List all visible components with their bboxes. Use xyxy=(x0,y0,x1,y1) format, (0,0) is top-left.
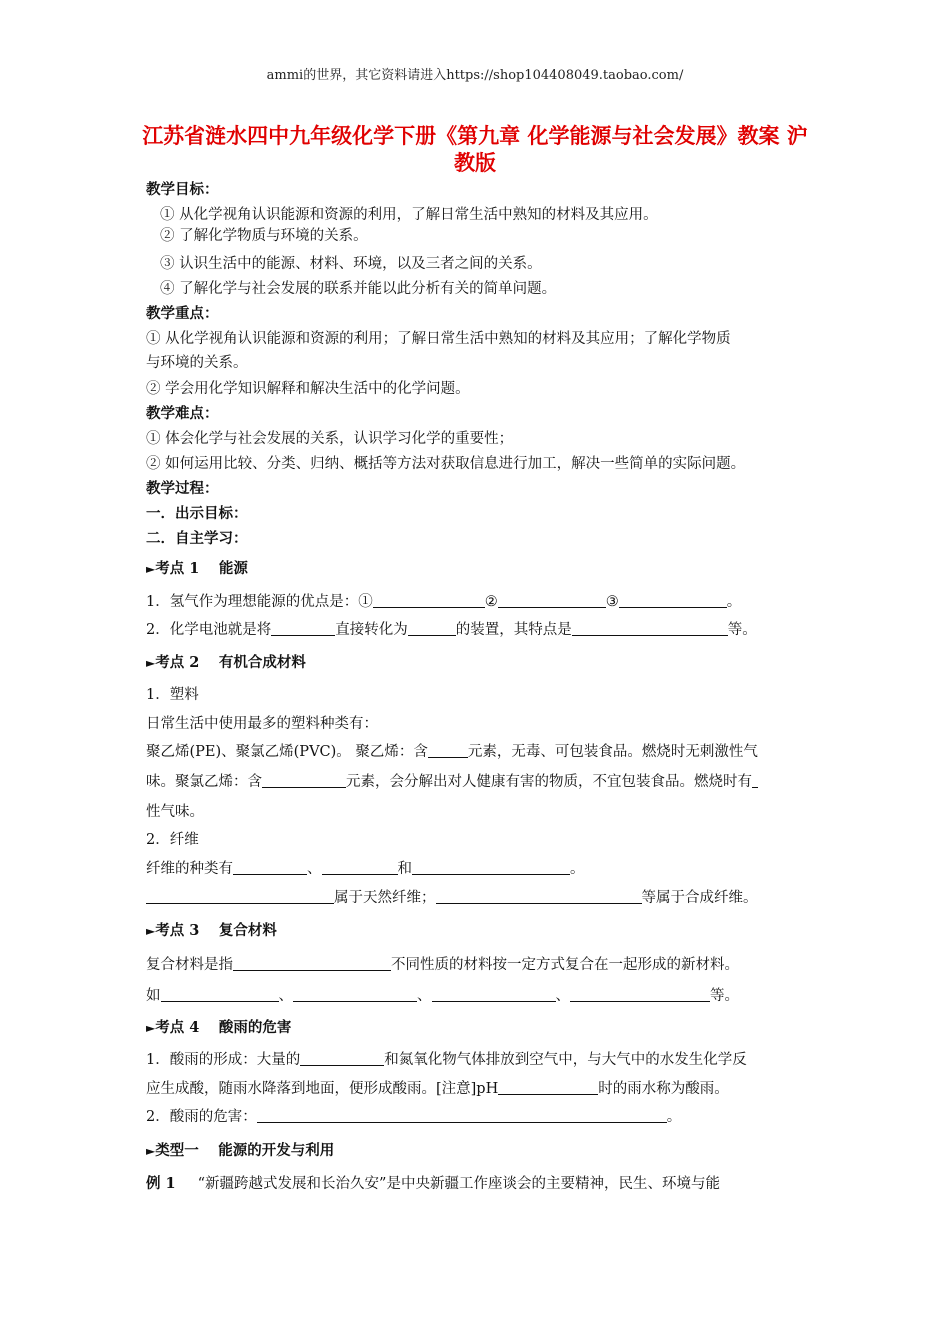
kaodian-3-heading: ►考点 3 复合材料 xyxy=(146,922,277,939)
fiber-text: 纤维的种类有 、 和 。 xyxy=(146,861,585,877)
kaodian-2-heading: ►考点 2 有机合成材料 xyxy=(146,654,306,671)
step-heading: 二．自主学习： xyxy=(146,530,248,547)
fiber-text: 属于天然纤维； 等属于合成纤维。 xyxy=(146,886,816,907)
plastic-text: 日常生活中使用最多的塑料种类有： xyxy=(146,716,378,732)
difficulty-item: ② 如何运用比较、分类、归纳、概括等方法对获取信息进行加工，解决一些简单的实际问题。 xyxy=(146,456,746,472)
kaodian-1-q1: 1．氢气作为理想能源的优点是：① ② ③ 。 xyxy=(146,594,742,610)
objective-item: ③ 认识生活中的能源、材料、环境，以及三者之间的关系。 xyxy=(160,256,542,272)
acid-rain-text: 1．酸雨的形成：大量的 和氮氧化物气体排放到空气中，与大气中的水发生化学反 xyxy=(146,1052,747,1068)
plastic-heading: 1．塑料 xyxy=(146,687,199,703)
focus-item: ① 从化学视角认识能源和资源的利用；了解日常生活中熟知的材料及其应用；了解化学物质 xyxy=(146,331,731,347)
difficulty-item: ① 体会化学与社会发展的关系，认识学习化学的重要性； xyxy=(146,431,514,447)
objective-item: ④ 了解化学与社会发展的联系并能以此分析有关的简单问题。 xyxy=(160,281,557,297)
plastic-text: 性气味。 xyxy=(146,804,204,820)
triangle-icon: ► xyxy=(146,562,156,576)
focus-heading: 教学重点： xyxy=(146,305,219,322)
triangle-icon: ► xyxy=(146,924,156,938)
page-header: ammi的世界，其它资料请进入https://shop104408049.taobao.com/ xyxy=(266,68,684,83)
page-title: 江苏省涟水四中九年级化学下册《第九章 化学能源与社会发展》教案 沪教版 xyxy=(142,123,808,175)
step-heading: 一．出示目标： xyxy=(146,505,248,522)
kaodian-1-heading: ►考点 1 能源 xyxy=(146,560,248,577)
triangle-icon: ► xyxy=(146,1144,156,1158)
plastic-text: 聚乙烯(PE)、聚氯乙烯(PVC)。 聚乙烯：含 元素，无毒、可包装食品。燃烧时无刺激性气 xyxy=(146,744,758,760)
composite-text: 复合材料是指 不同性质的材料按一定方式复合在一起形成的新材料。 xyxy=(146,957,739,973)
difficulty-heading: 教学难点： xyxy=(146,405,219,422)
focus-item: ② 学会用化学知识解释和解决生活中的化学问题。 xyxy=(146,381,470,397)
fiber-heading: 2．纤维 xyxy=(146,832,199,848)
acid-rain-text: 应生成酸，随雨水降落到地面，便形成酸雨。[注意]pH 时的雨水称为酸雨。 xyxy=(146,1081,729,1097)
process-heading: 教学过程： xyxy=(146,480,219,497)
objectives-heading: 教学目标： xyxy=(146,181,219,198)
composite-text: 如 、 、 、 等。 xyxy=(146,988,739,1004)
plastic-text: 味。聚氯乙烯：含 元素，会分解出对人健康有害的物质，不宜包装食品。燃烧时有 xyxy=(146,770,816,791)
focus-item-cont: 与环境的关系。 xyxy=(146,355,248,371)
triangle-icon: ► xyxy=(146,1021,156,1035)
objective-item: ① 从化学视角认识能源和资源的利用，了解日常生活中熟知的材料及其应用。 xyxy=(160,207,658,223)
kaodian-1-q2: 2．化学电池就是将 直接转化为 的装置，其特点是 等。 xyxy=(146,622,757,638)
acid-rain-text: 2．酸雨的危害： 。 xyxy=(146,1109,682,1125)
objective-item: ② 了解化学物质与环境的关系。 xyxy=(160,228,368,244)
type-1-heading: ►类型一 能源的开发与利用 xyxy=(146,1142,335,1159)
example-1: 例 1 “新疆跨越式发展和长治久安”是中央新疆工作座谈会的主要精神，民生、环境与能 xyxy=(146,1175,720,1192)
kaodian-4-heading: ►考点 4 酸雨的危害 xyxy=(146,1019,292,1036)
triangle-icon: ► xyxy=(146,656,156,670)
